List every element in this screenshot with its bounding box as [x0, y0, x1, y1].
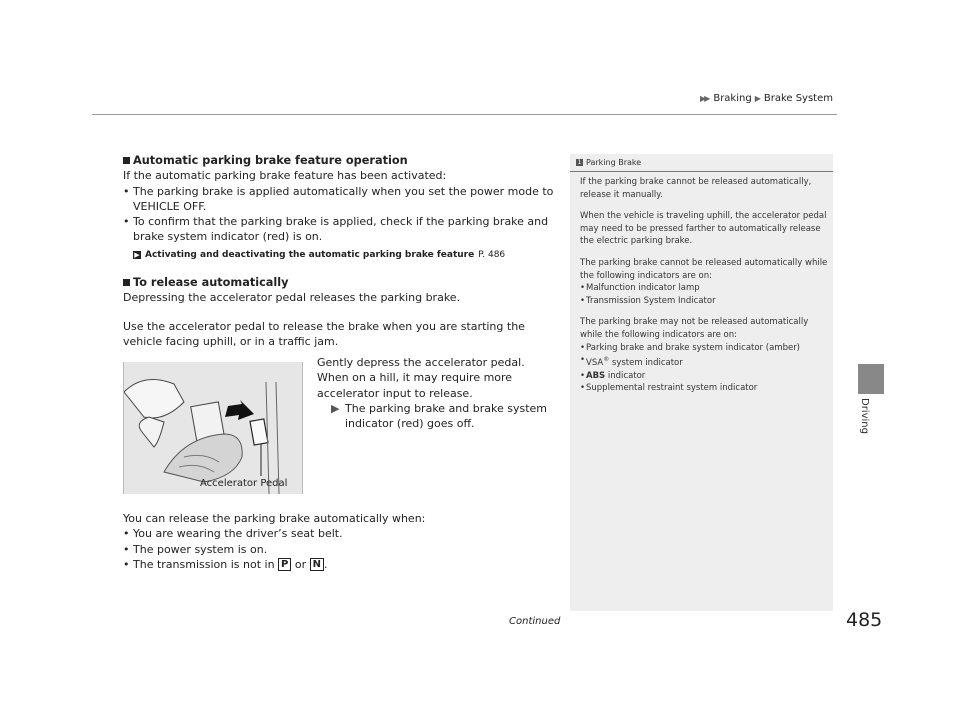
conditions-block	[123, 511, 555, 572]
bullet-icon: •	[123, 542, 130, 556]
header-divider	[92, 114, 837, 115]
list-item	[123, 526, 555, 541]
continued-label: Continued	[509, 616, 561, 627]
note-list-item	[580, 382, 828, 395]
note-list-item	[580, 295, 828, 308]
step-result	[331, 401, 552, 432]
note-list-text: Malfunction indicator lamp	[586, 283, 700, 294]
breadcrumb-arrow-icon: ▶	[754, 94, 759, 103]
registered-mark: ®	[603, 356, 610, 364]
chapter-tab-label	[850, 398, 890, 438]
section-heading-text: Automatic parking brake feature operation	[133, 154, 408, 167]
step-text: When on a hill, it may require more accelerator input to release.	[317, 371, 513, 400]
vsa-label: VSA	[586, 357, 604, 368]
note-list-text-tail: system indicator	[609, 357, 683, 368]
bullet-icon: •	[580, 383, 586, 394]
note-paragraph: When the vehicle is traveling uphill, the accelerator pedal may need to be pressed farther to automatically release the electric parking brake.	[580, 211, 827, 247]
bullet-icon: •	[580, 342, 586, 353]
abs-label: ABS	[586, 370, 606, 381]
release-steps	[317, 355, 552, 431]
note-paragraph: The parking brake cannot be released automatically while the following indicators are on:	[580, 257, 828, 281]
note-list-text: Transmission System Indicator	[586, 295, 716, 306]
list-item-text: The parking brake is applied automatically when you set the power mode to VEHICLE OFF.	[133, 184, 554, 213]
step-text: Gently depress the accelerator pedal.	[317, 356, 525, 369]
gear-p-key: P	[278, 558, 291, 571]
bullet-icon: •	[123, 527, 130, 541]
chapter-tab-text: Driving	[859, 398, 870, 434]
list-item-text: The power system is on.	[133, 542, 268, 556]
cross-reference-text[interactable]: Activating and deactivating the automatic parking brake feature	[145, 249, 475, 260]
bullet-icon: •	[123, 184, 130, 198]
accelerator-pedal-illustration	[123, 362, 303, 494]
note-number-icon: 1	[577, 159, 582, 166]
main-content	[123, 153, 555, 349]
cross-reference-page[interactable]: P. 486	[478, 249, 506, 260]
breadcrumb	[700, 93, 833, 104]
list-item	[123, 214, 555, 245]
section-paragraph: Use the accelerator pedal to release the brake when you are starting the vehicle facing uphill, or in a traffic jam.	[123, 319, 525, 348]
page-number: 485	[846, 609, 883, 631]
bullet-icon: •	[580, 355, 586, 366]
note-list-text-tail: indicator	[605, 370, 646, 381]
note-list-text	[586, 370, 645, 383]
note-list-item	[580, 282, 828, 295]
note-divider	[570, 171, 833, 172]
note-list-item	[580, 354, 828, 369]
bullet-icon: •	[580, 295, 586, 306]
note-list-text: Supplemental restraint system indicator	[586, 383, 758, 394]
bullet-icon: •	[580, 370, 586, 381]
chapter-tab-marker	[858, 364, 884, 394]
section-intro: If the automatic parking brake feature has been activated:	[123, 169, 447, 183]
step-result-text: The parking brake and brake system indicator (red) goes off.	[345, 401, 548, 431]
list-item	[123, 542, 555, 557]
square-bullet-icon	[123, 279, 130, 286]
breadcrumb-item-braking[interactable]: Braking	[713, 93, 752, 104]
pedal-drawing	[124, 362, 302, 494]
square-bullet-icon	[123, 157, 130, 164]
list-item-text: .	[324, 557, 328, 571]
breadcrumb-item-brake-system[interactable]: Brake System	[763, 93, 833, 104]
section-intro: Depressing the accelerator pedal releases the parking brake.	[123, 291, 461, 305]
note-list-item	[580, 342, 828, 355]
bullet-icon: •	[123, 215, 130, 229]
note-paragraph: The parking brake may not be released automatically while the following indicators are on:	[580, 317, 809, 340]
note-list-text	[586, 354, 683, 369]
gear-n-key: N	[310, 558, 324, 571]
note-title-text: Parking Brake	[586, 158, 642, 167]
list-item-text: To confirm that the parking brake is applied, check if the parking brake and brake system indicator (red) is on.	[133, 215, 549, 244]
list-item-text: or	[294, 557, 307, 571]
list-item-text: The transmission is not in	[133, 557, 275, 571]
note-paragraph: If the parking brake cannot be released automatically, release it manually.	[580, 177, 812, 200]
list-item	[123, 557, 555, 572]
section-heading-release	[123, 275, 555, 290]
conditions-intro: You can release the parking brake automatically when:	[123, 512, 426, 525]
cross-reference-icon: ▶	[134, 251, 140, 260]
cross-reference-link[interactable]	[133, 248, 555, 263]
illustration-caption: Accelerator Pedal	[200, 478, 288, 489]
note-list-text: Parking brake and brake system indicator (amber)	[586, 342, 800, 353]
section-heading-automatic	[123, 153, 555, 168]
list-item	[123, 184, 555, 215]
breadcrumb-arrow-icon: ▶▶	[700, 94, 709, 103]
result-arrow-icon: ▶	[331, 401, 340, 415]
bullet-icon: •	[580, 283, 586, 294]
list-item-text: You are wearing the driver’s seat belt.	[133, 527, 343, 541]
bullet-icon: •	[123, 557, 130, 571]
note-title	[576, 158, 641, 167]
sidebar-note	[570, 154, 833, 611]
section-heading-text: To release automatically	[133, 276, 289, 290]
note-body	[580, 176, 828, 395]
note-list-item	[580, 370, 828, 383]
